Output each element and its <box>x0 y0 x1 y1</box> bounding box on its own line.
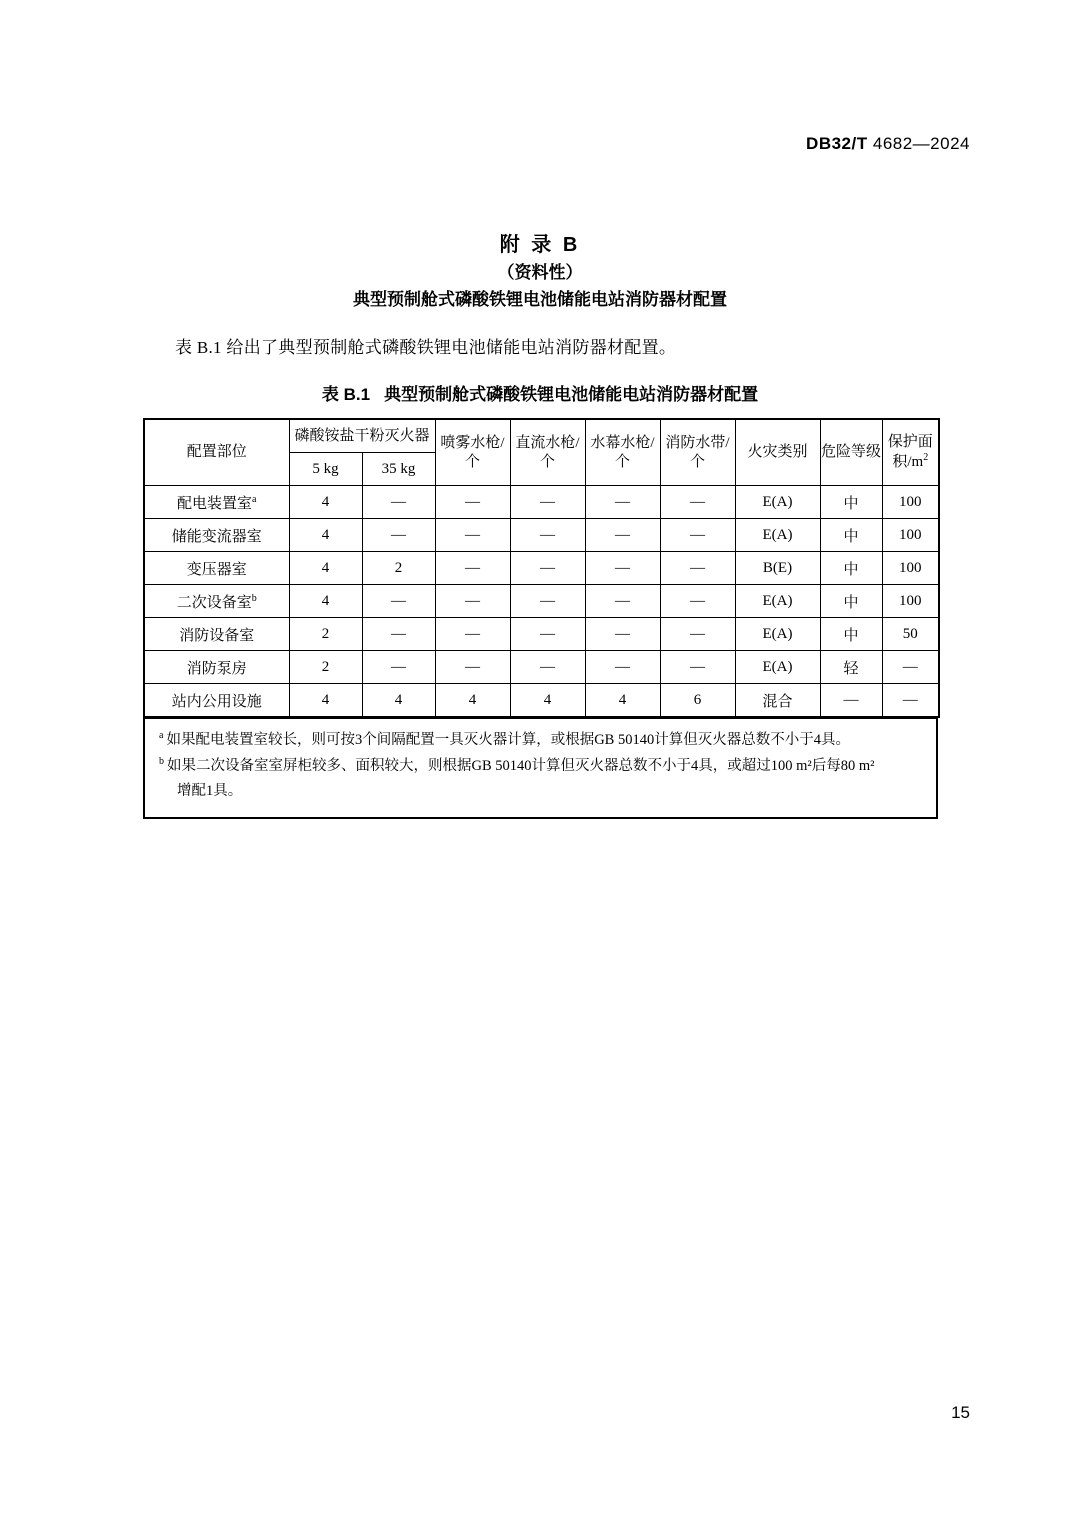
cell-fire-type: E(A) <box>735 585 820 618</box>
cell-risk: 中 <box>820 519 882 552</box>
cell-risk: 中 <box>820 552 882 585</box>
standard-number: 4682—2024 <box>872 134 970 153</box>
cell-spray: — <box>435 519 510 552</box>
header-dry-powder: 磷酸铵盐干粉灭火器 <box>289 419 435 453</box>
cell-position: 二次设备室$^b$ <box>144 585 289 618</box>
table-row <box>144 684 939 718</box>
cell-jet: — <box>510 585 585 618</box>
cell-dp5: 4 <box>289 552 362 585</box>
header-spray-gun: 喷雾水枪/个 <box>435 419 510 486</box>
cell-spray: — <box>435 585 510 618</box>
table-caption-number: 表 B.1 <box>321 385 371 404</box>
cell-jet: — <box>510 651 585 684</box>
cell-position: 消防设备室 <box>144 618 289 651</box>
cell-dp35: — <box>362 585 435 618</box>
cell-spray: — <box>435 618 510 651</box>
cell-jet: — <box>510 486 585 519</box>
cell-dp35: — <box>362 651 435 684</box>
cell-area: — <box>882 684 939 718</box>
table-row <box>144 552 939 585</box>
table-caption-text: 典型预制舱式磷酸铁锂电池储能电站消防器材配置 <box>384 385 759 404</box>
cell-dp35: — <box>362 519 435 552</box>
intro-paragraph: 表 B.1 给出了典型预制舱式磷酸铁锂电池储能电站消防器材配置。 <box>175 338 677 357</box>
cell-position: 站内公用设施 <box>144 684 289 718</box>
header-fire-type: 火灾类别 <box>735 419 820 486</box>
footnote-marker-b: b <box>251 592 257 604</box>
cell-spray: — <box>435 651 510 684</box>
cell-fire-type: E(A) <box>735 486 820 519</box>
cell-dp5: 4 <box>289 585 362 618</box>
cell-area: — <box>882 651 939 684</box>
footnote-a <box>159 727 922 753</box>
cell-fire-type: E(A) <box>735 519 820 552</box>
cell-dp5: 4 <box>289 684 362 718</box>
cell-fire-type: B(E) <box>735 552 820 585</box>
cell-jet: 4 <box>510 684 585 718</box>
cell-dp5: 2 <box>289 618 362 651</box>
cell-jet: — <box>510 618 585 651</box>
cell-jet: — <box>510 552 585 585</box>
footnote-b-marker: b <box>159 756 164 768</box>
header-jet-gun: 直流水枪/个 <box>510 419 585 486</box>
cell-fire-type: 混合 <box>735 684 820 718</box>
table-footnotes <box>143 718 938 819</box>
table-row <box>144 486 939 519</box>
header-risk-level: 危险等级 <box>820 419 882 486</box>
cell-dp5: 4 <box>289 486 362 519</box>
table-row <box>144 651 939 684</box>
cell-hose: — <box>660 651 735 684</box>
cell-curtain: — <box>585 486 660 519</box>
cell-area: 100 <box>882 585 939 618</box>
cell-spray: 4 <box>435 684 510 718</box>
cell-hose: — <box>660 519 735 552</box>
cell-spray: — <box>435 552 510 585</box>
cell-position: 配电装置室$^a$ <box>144 486 289 519</box>
page-header <box>806 134 970 154</box>
table-body <box>144 486 939 718</box>
header-protect-area: 保护面积$/m^2$ <box>882 419 939 486</box>
cell-position: 消防泵房 <box>144 651 289 684</box>
cell-jet: — <box>510 519 585 552</box>
cell-risk: — <box>820 684 882 718</box>
table-caption <box>0 380 1080 405</box>
equipment-table <box>143 418 940 718</box>
cell-curtain: — <box>585 519 660 552</box>
table-row <box>144 585 939 618</box>
table-row <box>144 618 939 651</box>
table-header-row-1 <box>144 419 939 453</box>
cell-hose: — <box>660 552 735 585</box>
footnote-b-text: 如果二次设备室室屏柜较多、面积较大，则根据GB 50140计算但灭火器总数不小于4具，或超过100 m²后每80 m² <box>167 758 875 775</box>
cell-position: 储能变流器室 <box>144 519 289 552</box>
cell-area: 50 <box>882 618 939 651</box>
table-container <box>143 418 938 819</box>
annex-subtitle: （资料性） <box>497 263 583 282</box>
cell-hose: 6 <box>660 684 735 718</box>
annex-name: 典型预制舱式磷酸铁锂电池储能电站消防器材配置 <box>353 290 727 309</box>
table-row <box>144 519 939 552</box>
area-unit-superscript: 2 <box>923 452 929 463</box>
cell-curtain: 4 <box>585 684 660 718</box>
header-position: 配置部位 <box>144 419 289 486</box>
header-dry-powder-5kg: 5 kg <box>289 453 362 486</box>
annex-title: 附 录 B <box>499 234 581 256</box>
header-dry-powder-35kg: 35 kg <box>362 453 435 486</box>
page-number: 15 <box>951 1403 970 1422</box>
cell-hose: — <box>660 618 735 651</box>
header-curtain-gun: 水幕水枪/个 <box>585 419 660 486</box>
cell-dp5: 2 <box>289 651 362 684</box>
cell-risk: 中 <box>820 585 882 618</box>
footnote-marker-a: a <box>252 493 257 505</box>
cell-curtain: — <box>585 552 660 585</box>
header-hose: 消防水带/个 <box>660 419 735 486</box>
cell-curtain: — <box>585 618 660 651</box>
cell-risk: 中 <box>820 618 882 651</box>
footnote-b <box>159 753 922 779</box>
cell-dp35: 4 <box>362 684 435 718</box>
cell-fire-type: E(A) <box>735 618 820 651</box>
cell-area: 100 <box>882 486 939 519</box>
cell-hose: — <box>660 585 735 618</box>
cell-risk: 轻 <box>820 651 882 684</box>
cell-area: 100 <box>882 552 939 585</box>
standard-code: DB32/T <box>806 134 868 153</box>
cell-dp35: 2 <box>362 552 435 585</box>
cell-hose: — <box>660 486 735 519</box>
footnote-a-text: 如果配电装置室较长，则可按3个间隔配置一具灭火器计算，或根据GB 50140计算但灭火器总数不小于4具。 <box>166 731 850 748</box>
cell-curtain: — <box>585 651 660 684</box>
cell-curtain: — <box>585 585 660 618</box>
cell-risk: 中 <box>820 486 882 519</box>
cell-dp5: 4 <box>289 519 362 552</box>
cell-position: 变压器室 <box>144 552 289 585</box>
cell-dp35: — <box>362 618 435 651</box>
cell-fire-type: E(A) <box>735 651 820 684</box>
footnote-a-marker: a <box>159 730 164 741</box>
cell-dp35: — <box>362 486 435 519</box>
footnote-b-continued: 增配1具。 <box>177 783 243 800</box>
cell-area: 100 <box>882 519 939 552</box>
cell-spray: — <box>435 486 510 519</box>
